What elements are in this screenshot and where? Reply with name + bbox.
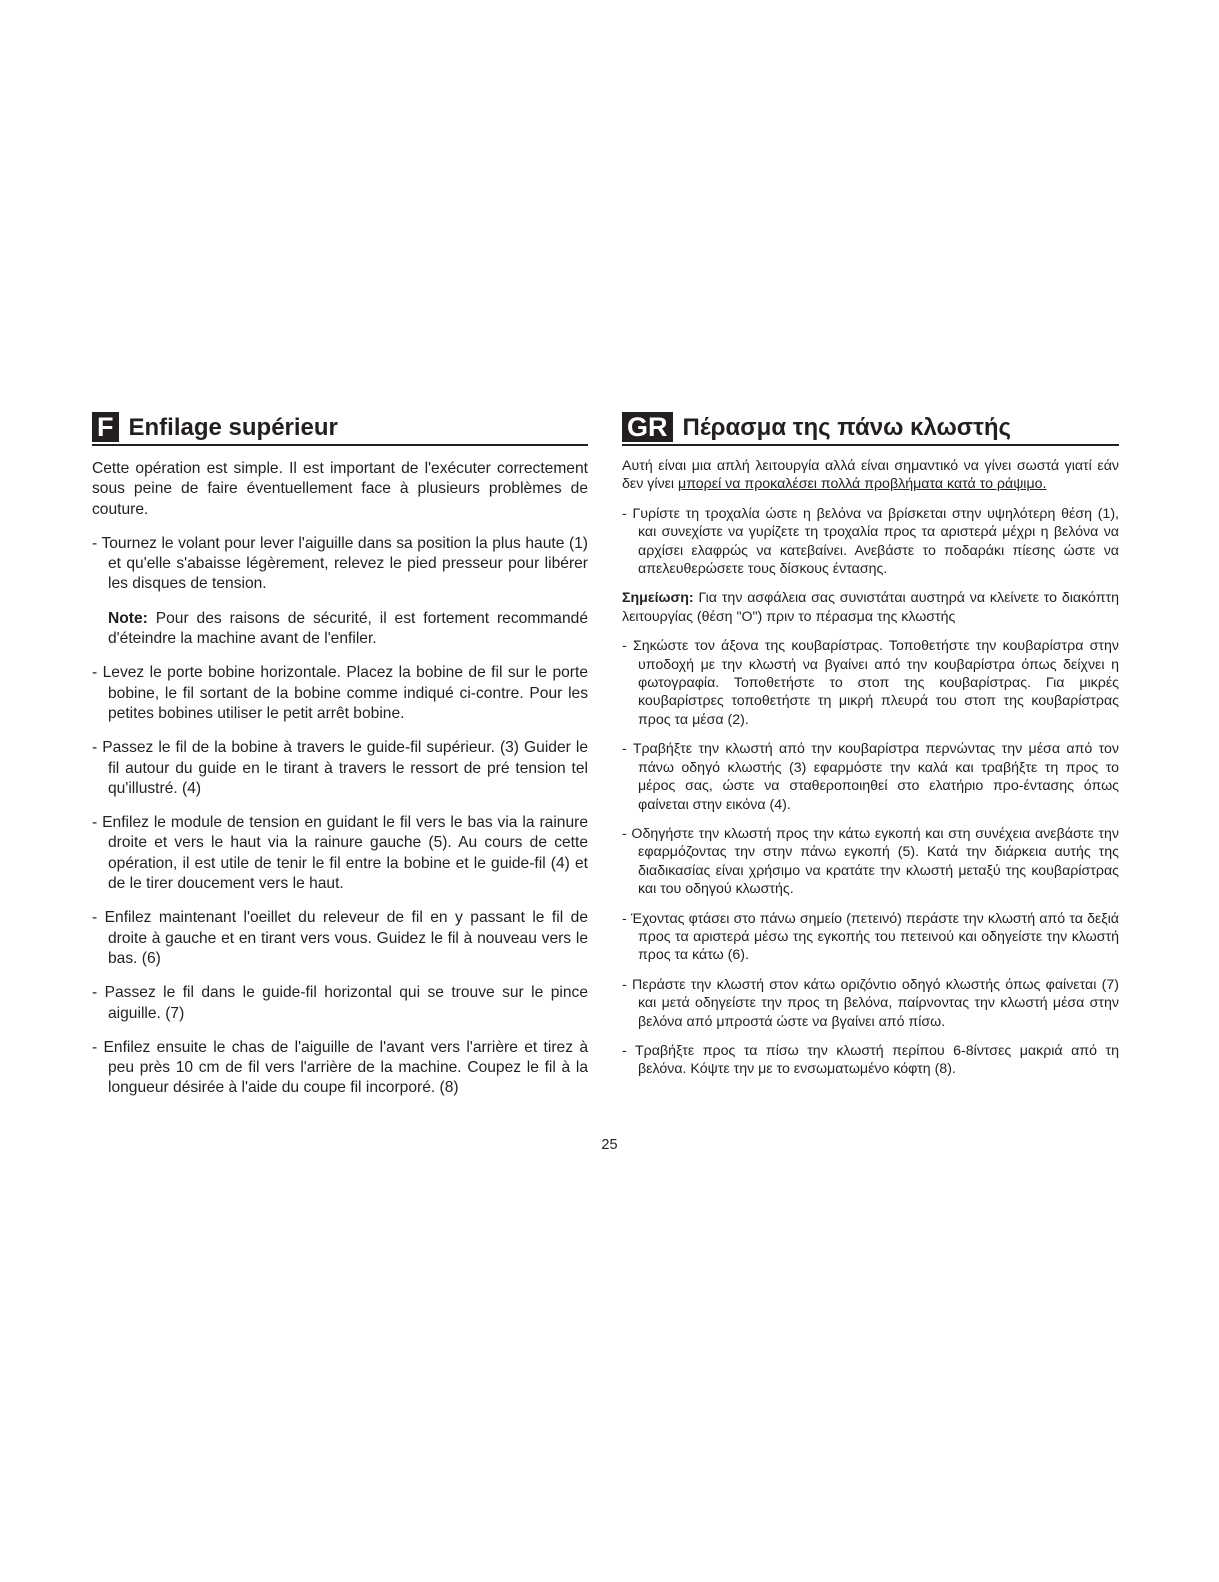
french-step-5: - Enfilez maintenant l'oeillet du releveur de fil en y passant le fil de droite à gauche et en tirant vers vous. Guidez le fil à nouveau vers le bas. (6) [92,909,588,967]
greek-intro [622,457,1119,494]
french-note [92,609,588,650]
greek-intro-underlined: μπορεί να προκαλέσει πολλά προβλήματα κατά το ράψιμο. [678,476,1047,493]
page-number: 25 [601,1137,618,1153]
french-step-6: - Passez le fil dans le guide-fil horizontal qui se trouve sur le pince aiguille. (7) [92,984,588,1022]
greek-step-4: - Οδηγήστε την κλωστή προς την κάτω εγκοπή και στη συνέχεια ανεβάστε την εφαρμόζοντας την στην πάνω εγκοπή (5). Κατά την διάρκεια αυτής της διαδικασίας είναι χρήσιμο να κρατάτε την κλωστή μεταξύ της κουβαρίστρας και του οδηγού κλωστής. [622,825,1119,898]
french-step-3: - Passez le fil de la bobine à travers le guide-fil supérieur. (3) Guider le fil autour du guide en le tirant à travers le ressort de pré tension tel qu'illustré. (4) [92,739,588,797]
greek-step-6: - Περάστε την κλωστή στον κάτω οριζόντιο οδηγό κλωστής όπως φαίνεται (7) και μετά οδηγείστε την προς τη βελόνα, παίρνοντας την κλωστή μέσα στην βελόνα από μπροστά ώστε να βγαίνει από πίσω. [622,976,1119,1030]
greek-step-1: - Γυρίστε τη τροχαλία ώστε η βελόνα να βρίσκεται στην υψηλότερη θέση (1), και συνεχίστε να γυρίζετε τη τροχαλία προς τα αριστερά μέχρι η βελόνα να αρχίσει ελαφρώς να κατεβαίνει. Ανεβάστε το ποδαράκι πίεσης ώστε να απελευθερώσετε τους δίσκους έντασης. [622,505,1119,578]
greek-step-2: - Σηκώστε τον άξονα της κουβαρίστρας. Τοποθετήστε την κουβαρίστρα στην υποδοχή με την κλωστή να βγαίνει από την κουβαρίστρα όπως δείχνει η φωτογραφία. Τοποθετήστε το στοπ της κουβαρίστρας. Για μικρές κουβαρίστρες τοποθετήστε τη μικρή πλευρά του στοπ της κουβαρίστρας προς τα μέσα (2). [622,638,1119,728]
greek-step-5: - Έχοντας φτάσει στο πάνω σημείο (πετεινό) περάστε την κλωστή από τα δεξιά προς τα αριστερά μέσω της εγκοπής του πετεινού και οδηγείστε την κλωστή προς τα κάτω (6). [622,910,1119,964]
greek-column [622,411,1119,1079]
french-note-text: Pour des raisons de sécurité, il est fortement recommandé d'éteindre la machine avant de l'enfiler. [108,609,588,648]
greek-section-title: Πέρασμα της πάνω κλωστής [682,414,1012,441]
greek-intro-text: Αυτή είναι μια απλή λειτουργία αλλά είναι σημαντικό να γίνει σωστά γιατί εάν δεν γίνει [622,458,1119,493]
greek-note-label: Σημείωση: [622,590,694,607]
greek-step-7: - Τραβήξτε προς τα πίσω την κλωστή περίπου 6-8ίντσες μακριά από τη βελόνα. Κόψτε την με το ενσωματωμένο κόφτη (8). [622,1042,1119,1078]
french-step-2: - Levez le porte bobine horizontale. Placez la bobine de fil sur le porte bobine, le fil sortant de la bobine comme indiqué ci-contre. Pour les petites bobines utiliser le petit arrêt bobine. [92,664,588,722]
language-badge-greek: GR [622,412,673,442]
french-step-1: - Tournez le volant pour lever l'aiguille dans sa position la plus haute (1) et qu'elle s'abaisse légèrement, relevez le pied presseur pour libérer les disques de tension. [92,534,588,593]
french-note-label: Note: [108,609,148,627]
greek-note [622,589,1119,626]
french-intro: Cette opération est simple. Il est important de l'exécuter correctement sous peine de faire éventuellement face à plusieurs problèmes de couture. [92,460,588,518]
greek-note-text: Για την ασφάλεια σας συνιστάται αυστηρά να κλείνετε το διακόπτη λειτουργίας (θέση "O") πριν το πέρασμα της κλωστής [622,590,1119,625]
french-step-4: - Enfilez le module de tension en guidant le fil vers le bas via la rainure droite et vers le haut via la rainure gauche (5). Au cours de cette opération, il est utile de tenir le fil entre la bobine et le guide-fil (4) et de le tirer doucement vers le haut. [92,814,588,893]
french-section-title: Enfilage supérieur [128,414,338,441]
greek-section-header [622,411,1119,446]
language-badge-french: F [92,412,119,442]
french-column [92,411,588,1099]
french-step-7: - Enfilez ensuite le chas de l'aiguille de l'avant vers l'arrière et tirez à peu près 10 cm de fil vers l'arrière de la machine. Coupez le fil à la longueur désirée à l'aide du coupe fil incorporé. (8) [92,1038,588,1097]
french-section-header [92,411,588,446]
greek-step-3: - Τραβήξτε την κλωστή από την κουβαρίστρα περνώντας την μέσα από τον πάνω οδηγό κλωστής (3) εφαρμόστε την καλά και τραβήξτε τη προς το μέρος σας, ώστε να σταθεροποιηθεί στο ελατήριο προ-έντασης όπως φαίνεται στην εικόνα (4). [622,741,1119,813]
